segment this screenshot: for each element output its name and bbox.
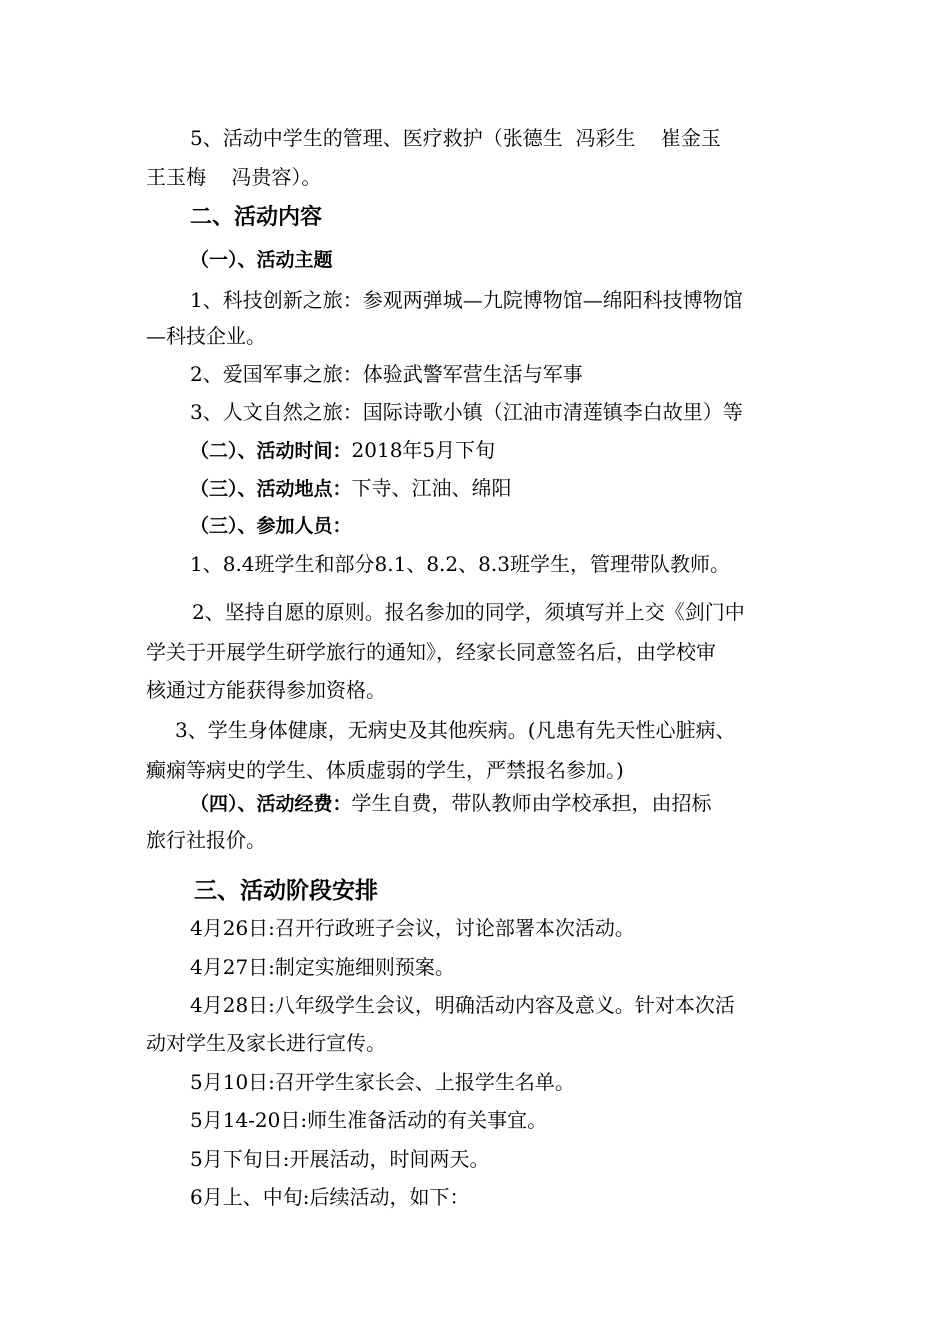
activity-time-label: （二）、活动时间： — [190, 440, 352, 462]
participants-heading: （三）、参加人员： — [190, 515, 352, 537]
participants-item-3-line-1: 3、学生身体健康，无病史及其他疾病。(凡患有先天性心脏病、 — [175, 718, 736, 742]
theme-item-1-line-2: —科技企业。 — [146, 324, 266, 348]
schedule-item: 6月上、中旬:后续活动，如下： — [190, 1185, 470, 1209]
participants-item-2-line-1: 2、坚持自愿的原则。报名参加的同学，须填写并上交《剑门中 — [192, 600, 745, 624]
activity-cost — [190, 789, 712, 818]
schedule-item: 5月14-20日:师生准备活动的有关事宜。 — [190, 1108, 548, 1132]
activity-time-value: 2018年5月下旬 — [351, 438, 496, 462]
activity-place-label: （三）、活动地点： — [190, 478, 352, 500]
schedule-item-continued: 动对学生及家长进行宣传。 — [146, 1031, 386, 1055]
activity-place — [190, 474, 512, 503]
schedule-item: 5月10日:召开学生家长会、上报学生名单。 — [190, 1070, 575, 1094]
activity-time — [190, 436, 495, 465]
participants-item-3-line-2: 癫痫等病史的学生、体质虚弱的学生，严禁报名参加。) — [146, 758, 624, 782]
activity-cost-value: 学生自费，带队教师由学校承担，由招标 — [351, 791, 712, 815]
section-2-heading: 二、活动内容 — [190, 205, 323, 230]
participants-item-1: 1、8.4班学生和部分8.1、8.2、8.3班学生，管理带队教师。 — [190, 552, 730, 576]
theme-heading: （一）、活动主题 — [190, 249, 333, 271]
schedule-item: 4月28日:八年级学生会议，明确活动内容及意义。针对本次活 — [190, 993, 735, 1017]
theme-item-1-line-1: 1、科技创新之旅：参观两弹城—九院博物馆—绵阳科技博物馆 — [190, 288, 743, 312]
schedule-item: 5月下旬日:开展活动，时间两天。 — [190, 1147, 490, 1171]
theme-item-2: 2、爱国军事之旅：体验武警军营生活与军事 — [190, 362, 583, 386]
activity-cost-line-2: 旅行社报价。 — [146, 828, 266, 852]
section-3-heading: 三、活动阶段安排 — [194, 878, 378, 904]
staff-item-5-line-1: 5、活动中学生的管理、医疗救护（张德生 冯彩生 崔金玉 — [190, 126, 721, 150]
staff-item-5-line-2: 王玉梅 冯贵容）。 — [146, 165, 322, 189]
schedule-item: 4月26日:召开行政班子会议，讨论部署本次活动。 — [190, 916, 635, 940]
activity-cost-label: （四）、活动经费： — [190, 793, 352, 815]
participants-item-2-line-3: 核通过方能获得参加资格。 — [146, 678, 386, 702]
theme-item-3: 3、人文自然之旅：国际诗歌小镇（江油市清莲镇李白故里）等 — [190, 400, 743, 424]
participants-item-2-line-2: 学关于开展学生研学旅行的通知》，经家长同意签名后，由学校审 — [146, 640, 716, 664]
activity-place-value: 下寺、江油、绵阳 — [351, 476, 512, 500]
schedule-item: 4月27日:制定实施细则预案。 — [190, 955, 455, 979]
